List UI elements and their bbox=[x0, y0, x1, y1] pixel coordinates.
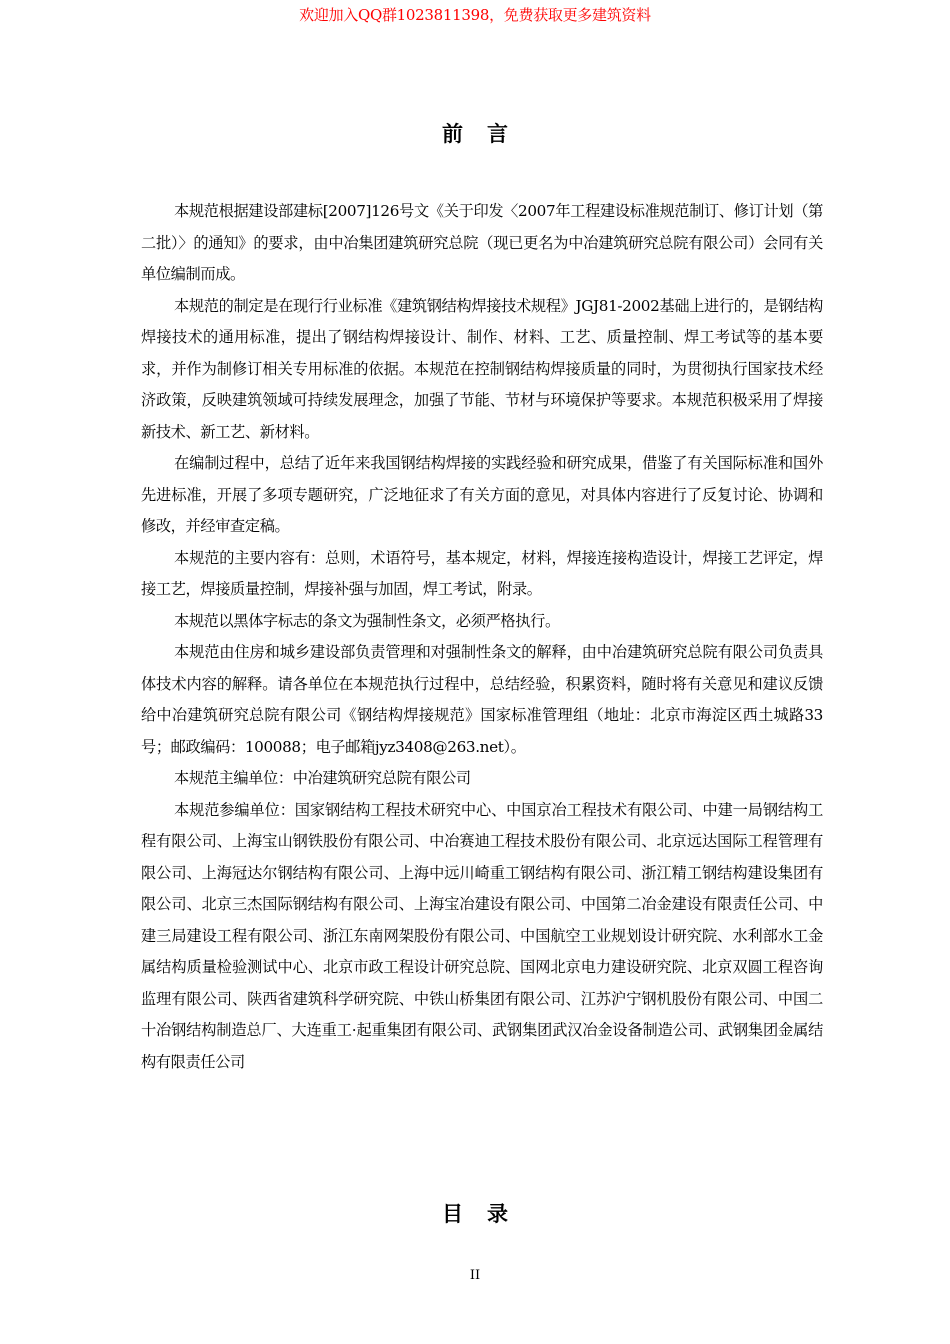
paragraph-basis: 本规范的制定是在现行行业标准《建筑钢结构焊接技术规程》JGJ81-2002基础上进行的，是钢结构焊接技术的通用标准，提出了钢结构焊接设计、制作、材料、工艺、质量控制、焊工考试等的基本要求，并作为制修订相关专用标准的依据。本规范在控制钢结构焊接质量的同时，为贯彻执行国家技术经济政策，反映建筑领域可持续发展理念，加强了节能、节材与环境保护等要求。本规范积极采用了焊接新技术、新工艺、新材料。 bbox=[141, 296, 823, 441]
paragraph-contents: 本规范的主要内容有：总则，术语符号，基本规定，材料，焊接连接构造设计，焊接工艺评定，焊接工艺，焊接质量控制，焊接补强与加固，焊工考试，附录。 bbox=[141, 548, 823, 598]
promo-banner: 欢迎加入QQ群1023811398，免费获取更多建筑资料 bbox=[299, 6, 651, 24]
preface-body bbox=[141, 196, 823, 1078]
page-number: II bbox=[469, 1268, 481, 1283]
paragraph-process: 在编制过程中，总结了近年来我国钢结构焊接的实践经验和研究成果，借鉴了有关国际标准和国外先进标准，开展了多项专题研究，广泛地征求了有关方面的意见，对具体内容进行了反复讨论、协调和修改，并经审查定稿。 bbox=[141, 454, 823, 535]
preface-title: 前言 bbox=[442, 122, 532, 146]
paragraph-management: 本规范由住房和城乡建设部负责管理和对强制性条文的解释，由中冶建筑研究总院有限公司负责具体技术内容的解释。请各单位在本规范执行过程中，总结经验，积累资料，随时将有关意见和建议反馈给中冶建筑研究总院有限公司《钢结构焊接规范》国家标准管理组（地址：北京市海淀区西土城路33号；邮政编码：100088；电子邮箱jyz3408@263.net）。 bbox=[141, 643, 823, 756]
paragraph-participants: 本规范参编单位：国家钢结构工程技术研究中心、中国京冶工程技术有限公司、中建一局钢结构工程有限公司、上海宝山钢铁股份有限公司、中冶赛迪工程技术股份有限公司、北京远达国际工程管理有限公司、上海冠达尔钢结构有限公司、上海中远川崎重工钢结构有限公司、浙江精工钢结构建设集团有限公司、北京三杰国际钢结构有限公司、上海宝冶建设有限公司、中国第二冶金建设有限责任公司、中建三局建设工程有限公司、浙江东南网架股份有限公司、中国航空工业规划设计研究院、水利部水工金属结构质量检验测试中心、北京市政工程设计研究总院、国网北京电力建设研究院、北京双圆工程咨询监理有限公司、陕西省建筑科学研究院、中铁山桥集团有限公司、江苏沪宁钢机股份有限公司、中国二十冶钢结构制造总厂、大连重工·起重集团有限公司、武钢集团武汉冶金设备制造公司、武钢集团金属结构有限责任公司 bbox=[141, 800, 823, 1071]
paragraph-origin: 本规范根据建设部建标[2007]126号文《关于印发〈2007年工程建设标准规范制订、修订计划（第二批）〉的通知》的要求，由中冶集团建筑研究总院（现已更名为中冶建筑研究总院有限公司）会同有关单位编制而成。 bbox=[141, 202, 823, 283]
paragraph-chief-editor: 本规范主编单位：中冶建筑研究总院有限公司 bbox=[174, 769, 471, 787]
toc-title: 目录 bbox=[442, 1202, 532, 1226]
paragraph-mandatory: 本规范以黑体字标志的条文为强制性条文，必须严格执行。 bbox=[174, 611, 560, 630]
